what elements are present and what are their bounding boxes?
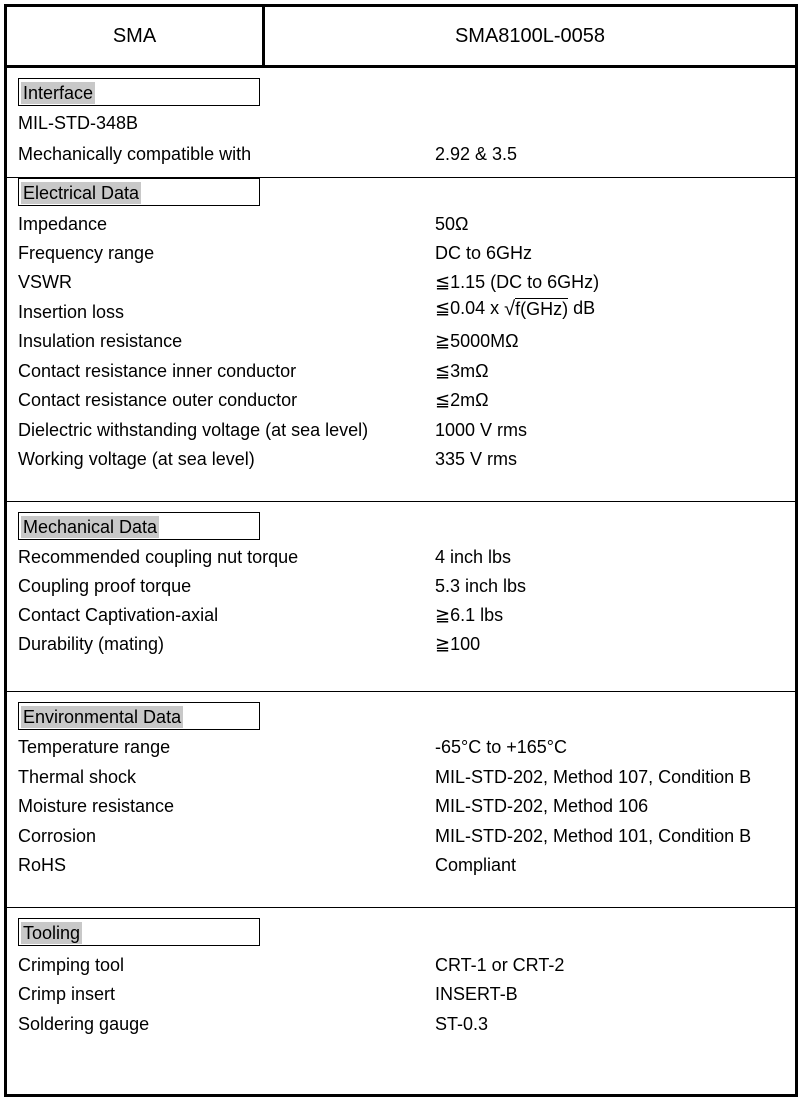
value-prefix: ≦0.04 x [435,298,505,318]
spec-label: Contact resistance outer conductor [18,390,298,410]
spec-row [7,390,795,419]
spec-value: ≧6.1 lbs [435,605,504,625]
spec-label: Contact Captivation-axial [18,605,219,625]
header-row [7,7,795,68]
spec-row [7,737,795,766]
tooling-section [7,908,795,1088]
spec-label: Crimping tool [18,955,125,975]
spec-row [7,331,795,360]
spec-row [7,547,795,576]
interface-standard: MIL-STD-348B [18,113,139,133]
spec-value: MIL-STD-202, Method 101, Condition B [435,826,752,846]
mechanical-section [7,502,795,692]
environmental-section [7,692,795,908]
spec-label: VSWR [18,272,72,292]
spec-label: Corrosion [18,826,97,846]
spec-label: Durability (mating) [18,634,165,654]
spec-label: Frequency range [18,243,155,263]
spec-label: Recommended coupling nut torque [18,547,299,567]
spec-value: 335 V rms [435,449,518,469]
spec-row [7,298,795,331]
spec-label: Mechanically compatible with [18,144,252,164]
environmental-title: Environmental Data [18,702,260,730]
spec-row [7,272,795,301]
spec-value: ≦2mΩ [435,390,489,410]
insertion-loss-value [435,298,595,321]
spec-row [7,955,795,984]
interface-title: Interface [18,78,260,106]
spec-value: ≧5000MΩ [435,331,519,351]
spec-value: ≧100 [435,634,481,654]
spec-row [7,420,795,449]
spec-row [7,576,795,605]
electrical-section [7,178,795,502]
spec-label: Thermal shock [18,767,137,787]
spec-value: MIL-STD-202, Method 107, Condition B [435,767,752,787]
spec-label: Insertion loss [18,302,125,322]
spec-value: ≦1.15 (DC to 6GHz) [435,272,600,292]
spec-label: Temperature range [18,737,171,757]
spec-value: 1000 V rms [435,420,528,440]
spec-label: Dielectric withstanding voltage (at sea level) [18,420,369,440]
spec-value: ST-0.3 [435,1014,489,1034]
spec-row [7,984,795,1013]
spec-label: Working voltage (at sea level) [18,449,255,469]
spec-row [7,796,795,825]
spec-label: Soldering gauge [18,1014,150,1034]
spec-row [7,214,795,243]
value-sqrt: f(GHz) [515,299,569,319]
spec-value: CRT-1 or CRT-2 [435,955,565,975]
spec-value: 50Ω [435,214,469,234]
spec-label: Insulation resistance [18,331,183,351]
spec-label: Moisture resistance [18,796,175,816]
spec-row [7,243,795,272]
value-suffix: dB [568,298,596,318]
spec-row [7,1014,795,1043]
spec-value: MIL-STD-202, Method 106 [435,796,649,816]
spec-label: Impedance [18,214,108,234]
spec-value: INSERT-B [435,984,518,1004]
spec-label: Crimp insert [18,984,116,1004]
part-number-cell: SMA8100L-0058 [454,24,606,47]
spec-value: DC to 6GHz [435,243,533,263]
spec-label: Contact resistance inner conductor [18,361,297,381]
spec-value: -65°C to +165°C [435,737,567,757]
electrical-title: Electrical Data [18,178,260,206]
spec-row [7,634,795,663]
spec-row [7,605,795,634]
spec-row [7,449,795,478]
spec-value: 2.92 & 3.5 [435,144,518,164]
spec-value: ≦3mΩ [435,361,489,381]
spec-row [7,767,795,796]
mechanical-title: Mechanical Data [18,512,260,540]
interface-standard-row [7,113,795,142]
series-cell: SMA [7,7,265,65]
spec-sheet [4,4,798,1097]
spec-label: Coupling proof torque [18,576,192,596]
spec-value: 4 inch lbs [435,547,512,567]
spec-row [7,826,795,855]
spec-value: 5.3 inch lbs [435,576,527,596]
sqrt-symbol: √f(GHz) [504,298,569,320]
spec-value: Compliant [435,855,517,875]
interface-section [7,68,795,178]
spec-label: RoHS [18,855,67,875]
spec-row [7,361,795,390]
spec-row [7,144,795,173]
tooling-title: Tooling [18,918,260,946]
spec-row [7,855,795,884]
